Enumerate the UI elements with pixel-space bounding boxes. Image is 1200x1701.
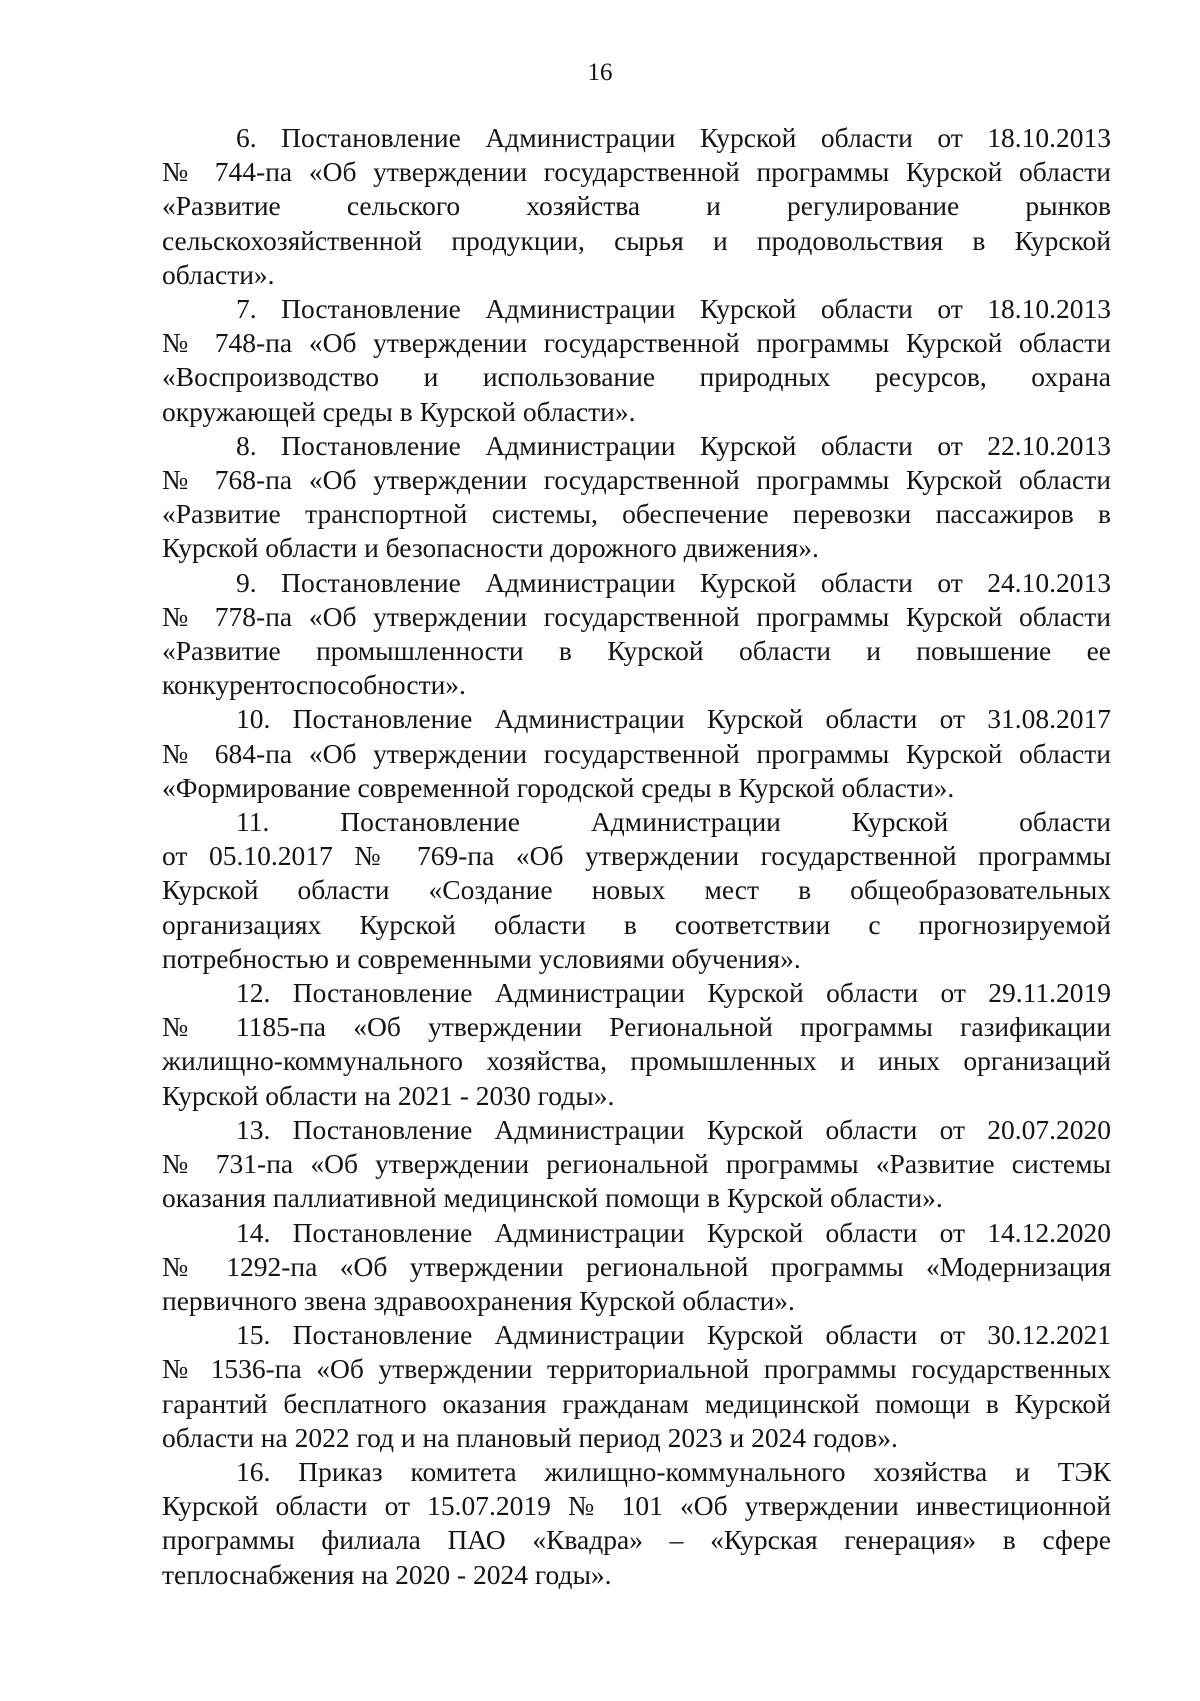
- paragraph-line: № 731-па «Об утверждении региональной программы «Развитие системы: [162, 1148, 1111, 1180]
- paragraph-line: № 684-па «Об утверждении государственной программы Курской области: [162, 737, 1111, 769]
- list-item-paragraph: [162, 1455, 1111, 1592]
- paragraph-line: конкурентоспособности».: [162, 669, 466, 701]
- paragraph-line: области».: [162, 258, 275, 290]
- paragraph-line: «Развитие промышленности в Курской области и повышение ее: [162, 635, 1111, 667]
- paragraph-line: 9. Постановление Администрации Курской области от 24.10.2013: [236, 566, 1111, 598]
- paragraph-line: первичного звена здравоохранения Курской области».: [162, 1284, 795, 1316]
- paragraph-line: «Формирование современной городской среды в Курской области».: [162, 771, 955, 803]
- paragraph-line: оказания паллиативной медицинской помощи в Курской области».: [162, 1182, 943, 1214]
- paragraph-line: «Воспроизводство и использование природных ресурсов, охрана: [162, 361, 1111, 393]
- paragraph-line: потребностью и современными условиями обучения».: [162, 942, 801, 974]
- paragraph-line: 13. Постановление Администрации Курской области от 20.07.2020: [236, 1113, 1111, 1145]
- paragraph-line: окружающей среды в Курской области».: [162, 395, 636, 427]
- paragraph-line: «Развитие транспортной системы, обеспечение перевозки пассажиров в: [162, 498, 1111, 530]
- list-item-paragraph: [162, 1318, 1111, 1455]
- list-item-paragraph: [162, 702, 1111, 805]
- list-item-paragraph: [162, 429, 1111, 566]
- paragraph-line: Курской области «Создание новых мест в общеобразовательных: [162, 874, 1111, 906]
- paragraph-line: № 1536-па «Об утверждении территориальной программы государственных: [162, 1353, 1111, 1385]
- paragraph-line: 14. Постановление Администрации Курской области от 14.12.2020: [236, 1216, 1111, 1248]
- paragraph-line: № 744-па «Об утверждении государственной программы Курской области: [162, 156, 1111, 188]
- paragraph-line: 8. Постановление Администрации Курской области от 22.10.2013: [236, 429, 1111, 461]
- paragraph-line: организациях Курской области в соответствии с прогнозируемой: [162, 908, 1111, 940]
- document-body: [162, 121, 1111, 1592]
- page-number: 16: [587, 59, 613, 86]
- paragraph-line: гарантий бесплатного оказания гражданам медицинской помощи в Курской: [162, 1387, 1111, 1419]
- list-item-paragraph: [162, 121, 1111, 292]
- paragraph-line: № 1185-па «Об утверждении Региональной программы газификации: [162, 1011, 1111, 1043]
- paragraph-line: области на 2022 год и на плановый период 2023 и 2024 годов».: [162, 1421, 898, 1453]
- paragraph-line: 12. Постановление Администрации Курской области от 29.11.2019: [236, 977, 1111, 1009]
- paragraph-line: 6. Постановление Администрации Курской области от 18.10.2013: [236, 122, 1111, 153]
- paragraph-line: 10. Постановление Администрации Курской области от 31.08.2017: [236, 703, 1111, 735]
- paragraph-line: 15. Постановление Администрации Курской области от 30.12.2021: [236, 1319, 1111, 1351]
- list-item-paragraph: [162, 566, 1111, 703]
- list-item-paragraph: [162, 292, 1111, 429]
- paragraph-line: № 1292-па «Об утверждении региональной программы «Модернизация: [162, 1250, 1111, 1282]
- paragraph-line: № 748-па «Об утверждении государственной программы Курской области: [162, 327, 1111, 359]
- paragraph-line: сельскохозяйственной продукции, сырья и продовольствия в Курской: [162, 224, 1111, 256]
- paragraph-line: Курской области и безопасности дорожного движения».: [162, 532, 819, 564]
- paragraph-line: «Развитие сельского хозяйства и регулирование рынков: [162, 190, 1111, 222]
- paragraph-line: № 778-па «Об утверждении государственной программы Курской области: [162, 600, 1111, 632]
- list-item-paragraph: [162, 805, 1111, 976]
- paragraph-line: Курской области на 2021 - 2030 годы».: [162, 1079, 615, 1111]
- paragraph-line: № 768-па «Об утверждении государственной программы Курской области: [162, 464, 1111, 496]
- paragraph-line: от 05.10.2017 № 769-па «Об утверждении государственной программы: [162, 840, 1111, 872]
- list-item-paragraph: [162, 1113, 1111, 1216]
- list-item-paragraph: [162, 1216, 1111, 1319]
- paragraph-line: 11. Постановление Администрации Курской области: [236, 806, 1111, 838]
- paragraph-line: 16. Приказ комитета жилищно-коммунального хозяйства и ТЭК: [236, 1455, 1111, 1487]
- paragraph-line: теплоснабжения на 2020 - 2024 годы».: [162, 1558, 612, 1590]
- list-item-paragraph: [162, 976, 1111, 1113]
- paragraph-line: Курской области от 15.07.2019 № 101 «Об утверждении инвестиционной: [162, 1490, 1111, 1522]
- paragraph-line: программы филиала ПАО «Квадра» – «Курская генерация» в сфере: [162, 1524, 1111, 1556]
- paragraph-line: 7. Постановление Администрации Курской области от 18.10.2013: [236, 293, 1111, 325]
- paragraph-line: жилищно-коммунального хозяйства, промышленных и иных организаций: [162, 1045, 1111, 1077]
